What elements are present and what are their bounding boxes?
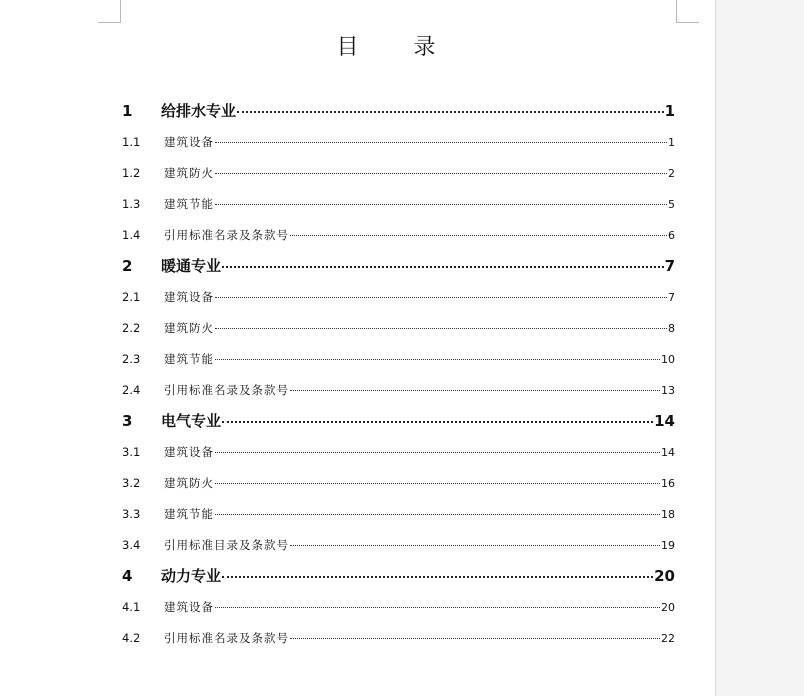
toc-title: 目 录 [336, 35, 460, 60]
toc-entry-page-number: 8 [668, 322, 675, 335]
toc-entry-title: 建筑节能 [164, 507, 214, 521]
toc-entry-page-number: 2 [668, 167, 675, 180]
toc-dot-leader [215, 327, 667, 329]
toc-entry-number: 2.3 [122, 352, 141, 366]
toc-entry-page-number: 1 [668, 136, 675, 149]
toc-dot-leader [215, 172, 667, 174]
toc-entry-title: 建筑防火 [164, 166, 214, 180]
toc-entry-page-number: 16 [661, 477, 675, 490]
toc-subentry[interactable] [122, 313, 675, 344]
toc-subentry[interactable] [122, 375, 675, 406]
toc-entry-number: 1.1 [122, 135, 141, 149]
toc-subentry[interactable] [122, 344, 675, 375]
toc-entry-page-number: 1 [664, 102, 675, 120]
toc-entry-number: 4 [122, 567, 133, 585]
toc-entry-number: 1.3 [122, 197, 141, 211]
toc-entry-title: 建筑节能 [164, 352, 214, 366]
toc-dot-leader [222, 575, 653, 578]
toc-entry-title: 建筑节能 [164, 197, 214, 211]
toc-dot-leader [222, 420, 653, 423]
toc-subentry[interactable] [122, 189, 675, 220]
toc-entry-page-number: 19 [661, 539, 675, 552]
toc-subentry[interactable] [122, 530, 675, 561]
toc-subentry[interactable] [122, 468, 675, 499]
toc-entry-number: 1.4 [122, 228, 141, 242]
toc-entry-title: 引用标准名录及条款号 [164, 631, 289, 645]
toc-entry-page-number: 13 [661, 384, 675, 397]
toc-dot-leader [215, 141, 667, 143]
toc-dot-leader [290, 389, 660, 391]
toc-dot-leader [215, 513, 660, 515]
toc-heading-entry[interactable] [122, 561, 675, 592]
toc-entry-title: 建筑防火 [164, 321, 214, 335]
toc-dot-leader [215, 296, 667, 298]
toc-entry-page-number: 20 [654, 567, 675, 585]
toc-dot-leader [290, 234, 667, 236]
toc-entry-page-number: 14 [654, 412, 675, 430]
toc-entry-title: 引用标准名录及条款号 [164, 228, 289, 242]
toc-entry-title: 建筑设备 [164, 445, 214, 459]
toc-dot-leader [215, 203, 667, 205]
toc-entry-number: 4.1 [122, 600, 141, 614]
toc-entry-title: 动力专业 [161, 567, 222, 585]
toc-dot-leader [215, 606, 660, 608]
toc-dot-leader [237, 110, 664, 113]
toc-entry-title: 建筑防火 [164, 476, 214, 490]
toc-entry-number: 2.2 [122, 321, 141, 335]
toc-entry-page-number: 10 [661, 353, 675, 366]
page-margin-mark-top-right [676, 0, 699, 23]
toc-entry-page-number: 7 [668, 291, 675, 304]
toc-subentry[interactable] [122, 623, 675, 654]
toc-subentry[interactable] [122, 220, 675, 251]
toc-heading-entry[interactable] [122, 406, 675, 437]
toc-entry-number: 3.3 [122, 507, 141, 521]
toc-entry-number: 1.2 [122, 166, 141, 180]
toc-entry-title: 建筑设备 [164, 600, 214, 614]
toc-entry-page-number: 22 [661, 632, 675, 645]
toc-entry-page-number: 7 [664, 257, 675, 275]
toc-dot-leader [215, 451, 660, 453]
toc-heading-entry[interactable] [122, 96, 675, 127]
toc-entry-title: 电气专业 [161, 412, 222, 430]
toc-entry-number: 4.2 [122, 631, 141, 645]
toc-entry-number: 3.1 [122, 445, 141, 459]
toc-entry-number: 2 [122, 257, 133, 275]
toc-entry-title: 引用标准名录及条款号 [164, 383, 289, 397]
toc-entry-page-number: 6 [668, 229, 675, 242]
toc-subentry[interactable] [122, 437, 675, 468]
toc-subentry[interactable] [122, 499, 675, 530]
page-margin-mark-top-left [98, 0, 121, 23]
toc-entry-number: 3 [122, 412, 133, 430]
toc-subentry[interactable] [122, 282, 675, 313]
toc-dot-leader [215, 358, 660, 360]
toc-entry-title: 建筑设备 [164, 135, 214, 149]
toc-entry-page-number: 18 [661, 508, 675, 521]
toc-subentry[interactable] [122, 127, 675, 158]
toc-dot-leader [215, 482, 660, 484]
toc-entry-number: 1 [122, 102, 133, 120]
toc-entry-page-number: 14 [661, 446, 675, 459]
toc-dot-leader [222, 265, 664, 268]
toc-entry-number: 2.1 [122, 290, 141, 304]
toc-entry-page-number: 5 [668, 198, 675, 211]
toc-heading-entry[interactable] [122, 251, 675, 282]
toc-entry-number: 3.4 [122, 538, 141, 552]
toc-entry-number: 2.4 [122, 383, 141, 397]
toc-entry-title: 引用标准目录及条款号 [164, 538, 289, 552]
toc-dot-leader [290, 544, 660, 546]
toc-subentry[interactable] [122, 158, 675, 189]
toc-subentry[interactable] [122, 592, 675, 623]
toc-entry-title: 建筑设备 [164, 290, 214, 304]
toc-entry-number: 3.2 [122, 476, 141, 490]
toc-dot-leader [290, 637, 660, 639]
toc-entry-title: 给排水专业 [161, 102, 237, 120]
toc-entry-page-number: 20 [661, 601, 675, 614]
toc-entry-title: 暖通专业 [161, 257, 222, 275]
table-of-contents [122, 96, 675, 654]
